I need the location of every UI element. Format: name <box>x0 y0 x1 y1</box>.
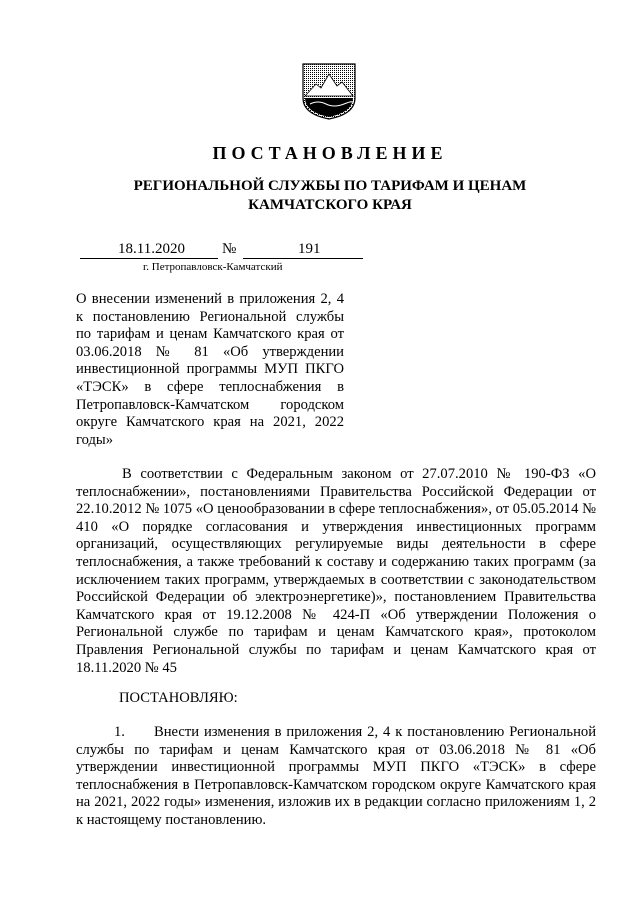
document-type-title: ПОСТАНОВЛЕНИЕ <box>212 143 448 163</box>
kamchatka-emblem-icon <box>300 62 358 120</box>
date-underline <box>80 258 218 259</box>
decree-word: ПОСТАНОВЛЯЮ: <box>119 690 238 706</box>
issuer-name <box>0 177 640 215</box>
document-subject: О внесении изменений в приложения 2, 4 к постановлению Региональной службы по тарифам и ценам Камчатского края от 03.06.2018 № 81 «Об утверждении инвестиционной программы МУП ПКГО «ТЭСК» в сфере теплоснабжения в Петропавловск-Камчатском городском округе Камчатского края на 2021, 2022 годы» <box>76 291 344 448</box>
decree-item-1-text: Внести изменения в приложения 2, 4 к постановлению Региональной службы по тарифам и ценам Камчатского края от 03.06.2018 № 81 «Об утверждении инвестиционной программы МУП ПКГО «ТЭСК» в сфере теплоснабжения в Петропавловск-Камчатском городском округе Камчатского края на 2021, 2022 годы» изменения, изложив их в редакции согласно приложениям 1, 2 к настоящему постановлению. <box>76 724 596 828</box>
preamble-paragraph: В соответствии с Федеральным законом от 27.07.2010 № 190-ФЗ «О теплоснабжении», постановлениями Правительства Российской Федерации от 22.10.2012 № 1075 «О ценообразовании в сфере теплоснабжения», от 05.05.2014 № 410 «О порядке согласования и утверждения инвестиционных программ организаций, осуществляющих регулируемые виды деятельности в сфере теплоснабжения, а также требований к составу и содержанию таких программ (за исключением таких программ, утверждаемых в соответствии с законодательством Российской Федерации об электроэнергетике)», постановлением Правительства Камчатского края от 19.12.2008 № 424-П «Об утверждении Положения о Региональной службе по тарифам и ценам Камчатского края», протоколом Правления Региональной службы по тарифам и ценам Камчатского края от 18.11.2020 № 45 <box>76 466 596 676</box>
document-date: 18.11.2020 <box>118 241 185 257</box>
city-name: г. Петропавловск-Камчатский <box>143 261 283 273</box>
issuer-line-2: КАМЧАТСКОГО КРАЯ <box>248 197 412 213</box>
decree-item-1-number: 1. <box>114 724 125 740</box>
number-sign: № <box>222 241 237 257</box>
decree-item-1 <box>76 724 596 830</box>
number-underline <box>243 258 363 259</box>
issuer-line-1: РЕГИОНАЛЬНОЙ СЛУЖБЫ ПО ТАРИФАМ И ЦЕНАМ <box>133 178 527 194</box>
document-number: 191 <box>298 241 321 257</box>
